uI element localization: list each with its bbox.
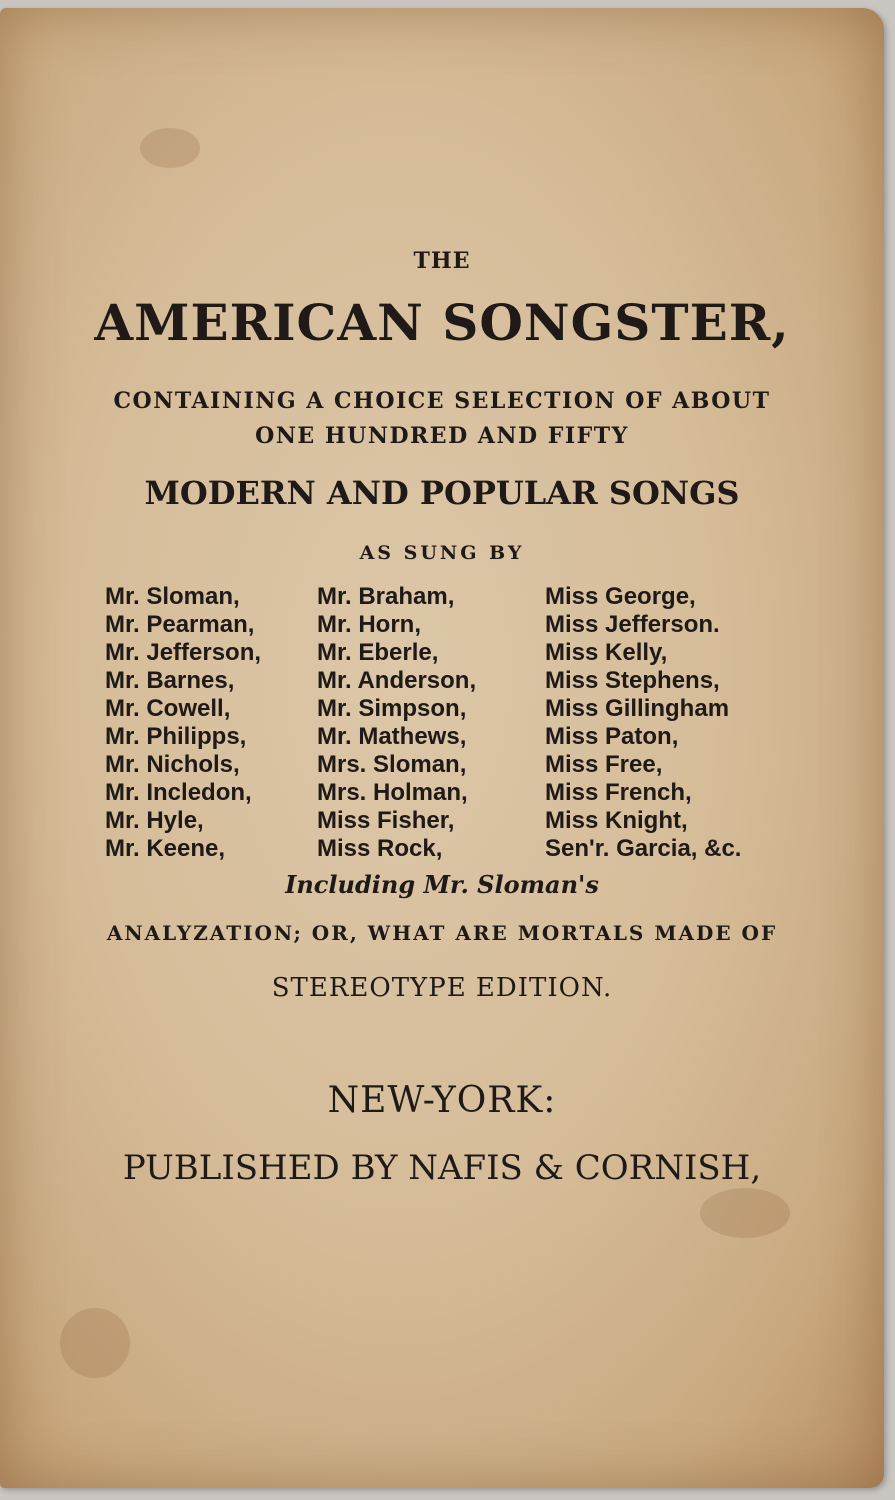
singer-name: Mrs. Holman, [317, 779, 468, 806]
singers-column-1 [105, 583, 261, 863]
singer-name: Mr. Cowell, [105, 695, 231, 722]
edition-line: STEREOTYPE EDITION. [271, 973, 613, 1003]
title-article: THE [413, 248, 471, 274]
foxing-spot [140, 128, 200, 168]
singer-name: Miss Jefferson. [545, 611, 720, 638]
publication-city: NEW-YORK: [327, 1080, 557, 1121]
singer-name: Mr. Philipps, [105, 723, 247, 750]
singer-name: Miss Paton, [545, 723, 679, 750]
singer-name: Mr. Braham, [317, 583, 455, 610]
singer-name: Mr. Simpson, [317, 695, 467, 722]
as-sung-by-label: AS SUNG BY [359, 542, 525, 564]
singer-name: Miss Rock, [317, 835, 443, 862]
foxing-spot [700, 1188, 790, 1238]
singer-name: Mr. Anderson, [317, 667, 477, 694]
singer-name: Mr. Jefferson, [105, 639, 262, 666]
singer-name: Miss Knight, [545, 807, 688, 834]
singer-name: Mr. Barnes, [105, 667, 235, 694]
singer-name: Miss Gillingham [545, 695, 730, 722]
singer-name: Sen'r. Garcia, &c. [545, 835, 742, 862]
subtitle-line-2: ONE HUNDRED AND FIFTY [255, 423, 629, 449]
singer-name: Mr. Keene, [105, 835, 226, 862]
including-line: Including Mr. Sloman's [285, 870, 599, 899]
singer-name: Mr. Mathews, [317, 723, 467, 750]
singer-name: Miss Free, [545, 751, 663, 778]
singer-name: Miss Kelly, [545, 639, 668, 666]
subtitle-modern-songs: MODERN AND POPULAR SONGS [144, 474, 740, 512]
singer-name: Mr. Sloman, [105, 583, 240, 610]
singer-name: Mr. Horn, [317, 611, 422, 638]
singer-name: Mrs. Sloman, [317, 751, 467, 778]
singer-name: Mr. Hyle, [105, 807, 204, 834]
singer-name: Mr. Eberle, [317, 639, 439, 666]
singer-name: Miss Stephens, [545, 667, 720, 694]
singer-name: Miss French, [545, 779, 692, 806]
singers-column-2 [317, 583, 476, 863]
singer-name: Miss Fisher, [317, 807, 455, 834]
foxing-spot [60, 1308, 130, 1378]
singer-name: Mr. Incledon, [105, 779, 252, 806]
singer-name: Miss George, [545, 583, 696, 610]
singers-list [105, 583, 795, 863]
analyzation-line: ANALYZATION; OR, WHAT ARE MORTALS MADE OF [106, 921, 778, 945]
subtitle-line-1: CONTAINING A CHOICE SELECTION OF ABOUT [113, 388, 771, 414]
book-page [0, 8, 884, 1488]
publisher-line: PUBLISHED BY NAFIS & CORNISH, [122, 1148, 762, 1188]
singer-name: Mr. Pearman, [105, 611, 255, 638]
singers-column-3 [545, 583, 741, 863]
page-title: AMERICAN SONGSTER, [94, 293, 790, 352]
singer-name: Mr. Nichols, [105, 751, 240, 778]
